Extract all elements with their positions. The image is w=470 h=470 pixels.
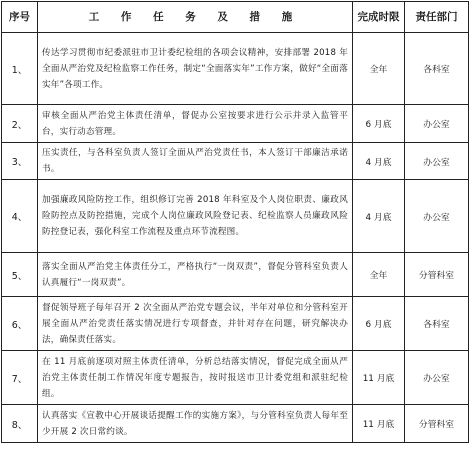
table-row bbox=[2, 253, 469, 297]
header-dept: 责任部门 bbox=[405, 2, 469, 33]
table-row bbox=[2, 351, 469, 405]
row-index: 3、 bbox=[2, 143, 38, 180]
row-dept: 各科室 bbox=[405, 33, 469, 105]
row-deadline: 6 月底 bbox=[353, 297, 405, 351]
row-index: 6、 bbox=[2, 297, 38, 351]
table-row bbox=[2, 33, 469, 105]
row-deadline: 4 月底 bbox=[353, 143, 405, 180]
row-dept: 办公室 bbox=[405, 143, 469, 180]
row-task: 落实全面从严治党主体责任分工，严格执行“一岗双责”，督促分管科室负责人认真履行“一岗双责”。 bbox=[38, 253, 353, 297]
header-task: 工 作 任 务 及 措 施 bbox=[38, 2, 353, 33]
row-task: 加强廉政风险防控工作，组织修订完善 2018 年科室及个人岗位职责、廉政风险防控点及防控措施，完成个人岗位廉政风险登记表、纪检监察人员廉政风险防控登记表，强化科室工作流程及重点环节流程图。 bbox=[38, 180, 353, 253]
table-header-row bbox=[2, 2, 469, 33]
table-row bbox=[2, 105, 469, 143]
row-dept: 分管科室 bbox=[405, 405, 469, 443]
row-index: 1、 bbox=[2, 33, 38, 105]
row-task: 认真落实《宣教中心开展谈话提醒工作的实施方案》，与分管科室负责人每年至少开展 2 次日常约谈。 bbox=[38, 405, 353, 443]
row-deadline: 全年 bbox=[353, 33, 405, 105]
row-index: 2、 bbox=[2, 105, 38, 143]
table-row bbox=[2, 297, 469, 351]
row-index: 4、 bbox=[2, 180, 38, 253]
row-deadline: 11 月底 bbox=[353, 351, 405, 405]
row-index: 5、 bbox=[2, 253, 38, 297]
row-task: 压实责任，与各科室负责人签订全面从严治党责任书，本人签订干部廉洁承诺书。 bbox=[38, 143, 353, 180]
row-deadline: 4 月底 bbox=[353, 180, 405, 253]
table-row bbox=[2, 405, 469, 443]
row-dept: 分管科室 bbox=[405, 253, 469, 297]
row-dept: 办公室 bbox=[405, 105, 469, 143]
row-dept: 办公室 bbox=[405, 180, 469, 253]
row-deadline: 11 月底 bbox=[353, 405, 405, 443]
row-deadline: 全年 bbox=[353, 253, 405, 297]
row-task: 在 11 月底前逐项对照主体责任清单，分析总结落实情况，督促完成全面从严治党主体责任制工作情况年度专题报告，按时报送市卫计委党组和派驻纪检组。 bbox=[38, 351, 353, 405]
header-seq: 序号 bbox=[2, 2, 38, 33]
header-deadline: 完成时限 bbox=[353, 2, 405, 33]
row-index: 8、 bbox=[2, 405, 38, 443]
table-row bbox=[2, 180, 469, 253]
row-index: 7、 bbox=[2, 351, 38, 405]
row-task: 审核全面从严治党主体责任清单，督促办公室按要求进行公示并录入监管平台，实行动态管理。 bbox=[38, 105, 353, 143]
row-task: 传达学习贯彻市纪委派驻市卫计委纪检组的各项会议精神，安排部署 2018 年全面从严治党及纪检监察工作任务，制定“全面落实年”工作方案，做好“全面落实年”各项工作。 bbox=[38, 33, 353, 105]
row-deadline: 6 月底 bbox=[353, 105, 405, 143]
row-dept: 办公室 bbox=[405, 351, 469, 405]
task-table bbox=[1, 1, 469, 443]
row-task: 督促领导班子每年召开 2 次全面从严治党专题会议，半年对单位和分管科室开展全面从严治党责任落实情况进行专项督查，并针对存在问题，研究解决办法，确保责任落实。 bbox=[38, 297, 353, 351]
row-dept: 各科室 bbox=[405, 297, 469, 351]
table-row bbox=[2, 143, 469, 180]
